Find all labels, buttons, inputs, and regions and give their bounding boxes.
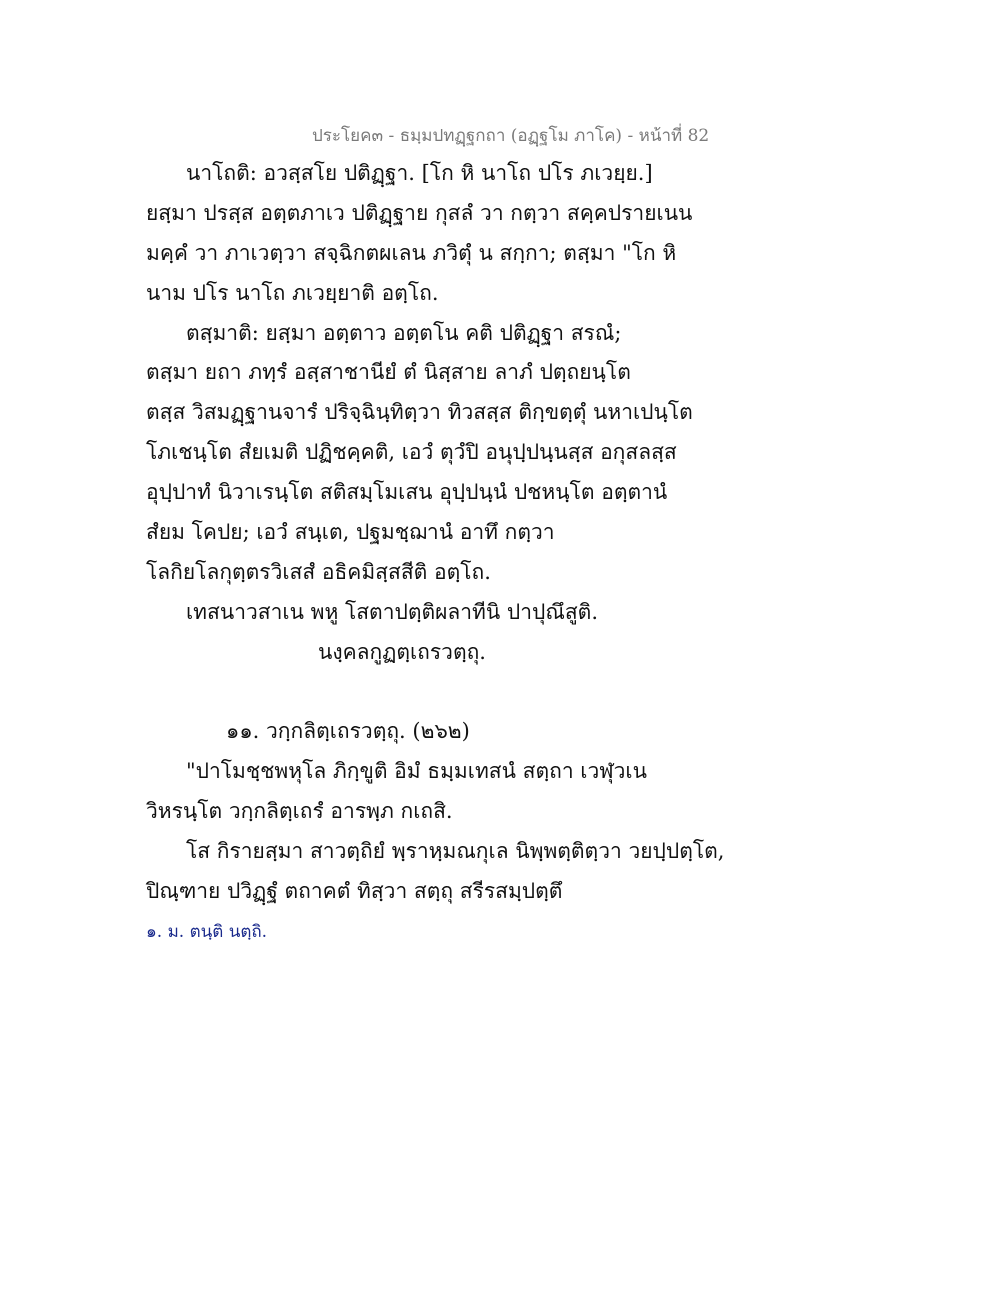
text-line: ตสฺส วิสมฏฺฐานจารํ ปริจฺฉินฺทิตฺวา ทิวสสฺส ติกฺขตฺตุํ นหาเปนฺโต xyxy=(146,400,693,424)
footnote: ๑. ม. ตนฺติ นตฺถิ. xyxy=(146,922,268,942)
text-line: ยสฺมา ปรสฺส อตฺตภาเว ปติฏฺฐาย กุสลํ วา กตฺวา สคฺคปรายเนน xyxy=(146,201,693,225)
text-line: ตสฺมาติ: ยสฺมา อตฺตาว อตฺตโน คติ ปติฏฺฐา สรณํ; xyxy=(186,321,622,345)
text-line: มคฺคํ วา ภาเวตฺวา สจฺฉิกตผเลน ภวิตุํ น สกฺกา; ตสฺมา "โก หิ xyxy=(146,241,677,265)
text-line: นาโถติ: อวสฺสโย ปติฏฺฐา. [โก หิ นาโถ ปโร ภเวยฺย.] xyxy=(186,161,653,185)
text-line: อุปฺปาทํ นิวาเรนฺโต สติสมฺโมเสน อุปฺปนฺนํ ปชหนฺโต อตฺตานํ xyxy=(146,480,668,504)
text-line: นาม ปโร นาโถ ภเวยฺยาติ อตฺโถ. xyxy=(146,281,439,305)
text-line: ปิณฺฑาย ปวิฏฺฐํ ตถาคตํ ทิสฺวา สตฺถุ สรีรสมฺปตฺตึ xyxy=(146,879,563,903)
text-line: โภเชนฺโต สํยเมติ ปฏิชคฺคติ, เอวํ ตุวํปิ อนุปฺปนฺนสฺส อกุสลสฺส xyxy=(146,440,677,464)
text-line: "ปาโมชฺชพหุโล ภิกฺขูติ อิมํ ธมฺมเทสนํ สตฺถา เวฬุวเน xyxy=(186,759,647,783)
text-line: สํยม โคปย; เอวํ สนฺเต, ปฐมชฺฌานํ อาทึ กตฺวา xyxy=(146,520,555,544)
text-line: วิหรนฺโต วกฺกลิตฺเถรํ อารพฺภ กเถสิ. xyxy=(146,799,453,823)
section-heading: ๑๑. วกฺกลิตฺเถรวตฺถุ. (๒๖๒) xyxy=(226,719,470,743)
page-header: ประโยค๓ - ธมฺมปทฏฺฐกถา (อฏฺฐโม ภาโค) - หน้าที่ 82 xyxy=(312,126,710,146)
text-line: โลกิยโลกุตฺตรวิเสสํ อธิคมิสฺสสีติ อตฺโถ. xyxy=(146,560,491,584)
text-line: โส กิรายสฺมา สาวตฺถิยํ พฺราหฺมณกุเล นิพฺพตฺติตฺวา วยปฺปตฺโต, xyxy=(186,839,725,863)
text-line: ตสฺมา ยถา ภทฺรํ อสฺสาชานียํ ตํ นิสฺสาย ลาภํ ปตฺถยนฺโต xyxy=(146,360,631,384)
text-line: เทสนาวสาเน พหู โสตาปตฺติผลาทีนิ ปาปุณึสูติ. xyxy=(186,600,598,624)
story-end-title: นงฺคลกูฏตฺเถรวตฺถุ. xyxy=(318,640,486,664)
